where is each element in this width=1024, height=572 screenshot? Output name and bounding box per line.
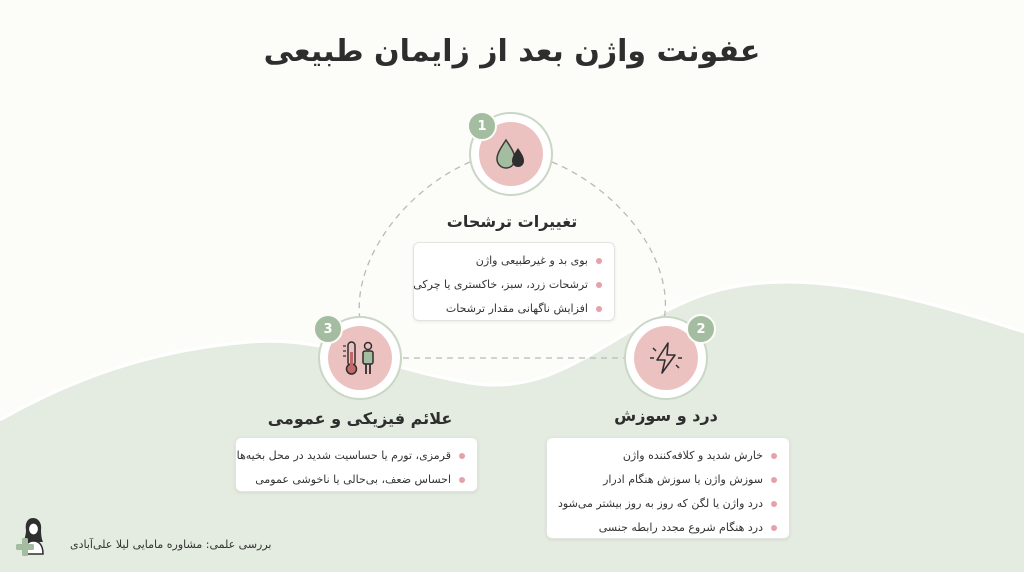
step-2-item: خارش شدید و کلافه‌کننده واژن [559, 444, 777, 468]
step-1-item: ترشحات زرد، سبز، خاکستری یا چرکی [426, 273, 602, 297]
footer-credit: بررسی علمی: مشاوره مامایی لیلا علی‌آبادی [70, 538, 272, 551]
step-1-number-badge: 1 [467, 111, 497, 141]
step-2-card [546, 437, 790, 539]
step-2-item: سوزش واژن یا سوزش هنگام ادرار [559, 468, 777, 492]
step-1-card [413, 242, 615, 321]
step-1-heading: تغییرات ترشحات [446, 212, 578, 231]
step-3-number-badge: 3 [313, 314, 343, 344]
step-3-item: احساس ضعف، بی‌حالی یا ناخوشی عمومی [248, 468, 465, 492]
step-3-item: قرمزی، تورم یا حساسیت شدید در محل بخیه‌ها [248, 444, 465, 468]
step-2-item: درد هنگام شروع مجدد رابطه جنسی [559, 516, 777, 540]
step-2-number-badge: 2 [686, 314, 716, 344]
step-1-item: بوی بد و غیرطبیعی واژن [426, 249, 602, 273]
lightning-bolt-icon [646, 338, 686, 378]
step-2-heading: درد و سوزش [614, 406, 718, 425]
thermometer-person-icon [338, 336, 382, 380]
midwife-medical-cross-icon [14, 510, 64, 560]
step-3-heading: علائم فیزیکی و عمومی [267, 409, 453, 428]
step-2-item: درد واژن یا لگن که روز به روز بیشتر می‌شود [559, 492, 777, 516]
step-3-card [235, 437, 478, 492]
page-title: عفونت واژن بعد از زایمان طبیعی [263, 34, 761, 69]
water-drops-icon [491, 134, 531, 174]
background-wave [0, 282, 1024, 572]
step-1-item: افزایش ناگهانی مقدار ترشحات [426, 297, 602, 321]
